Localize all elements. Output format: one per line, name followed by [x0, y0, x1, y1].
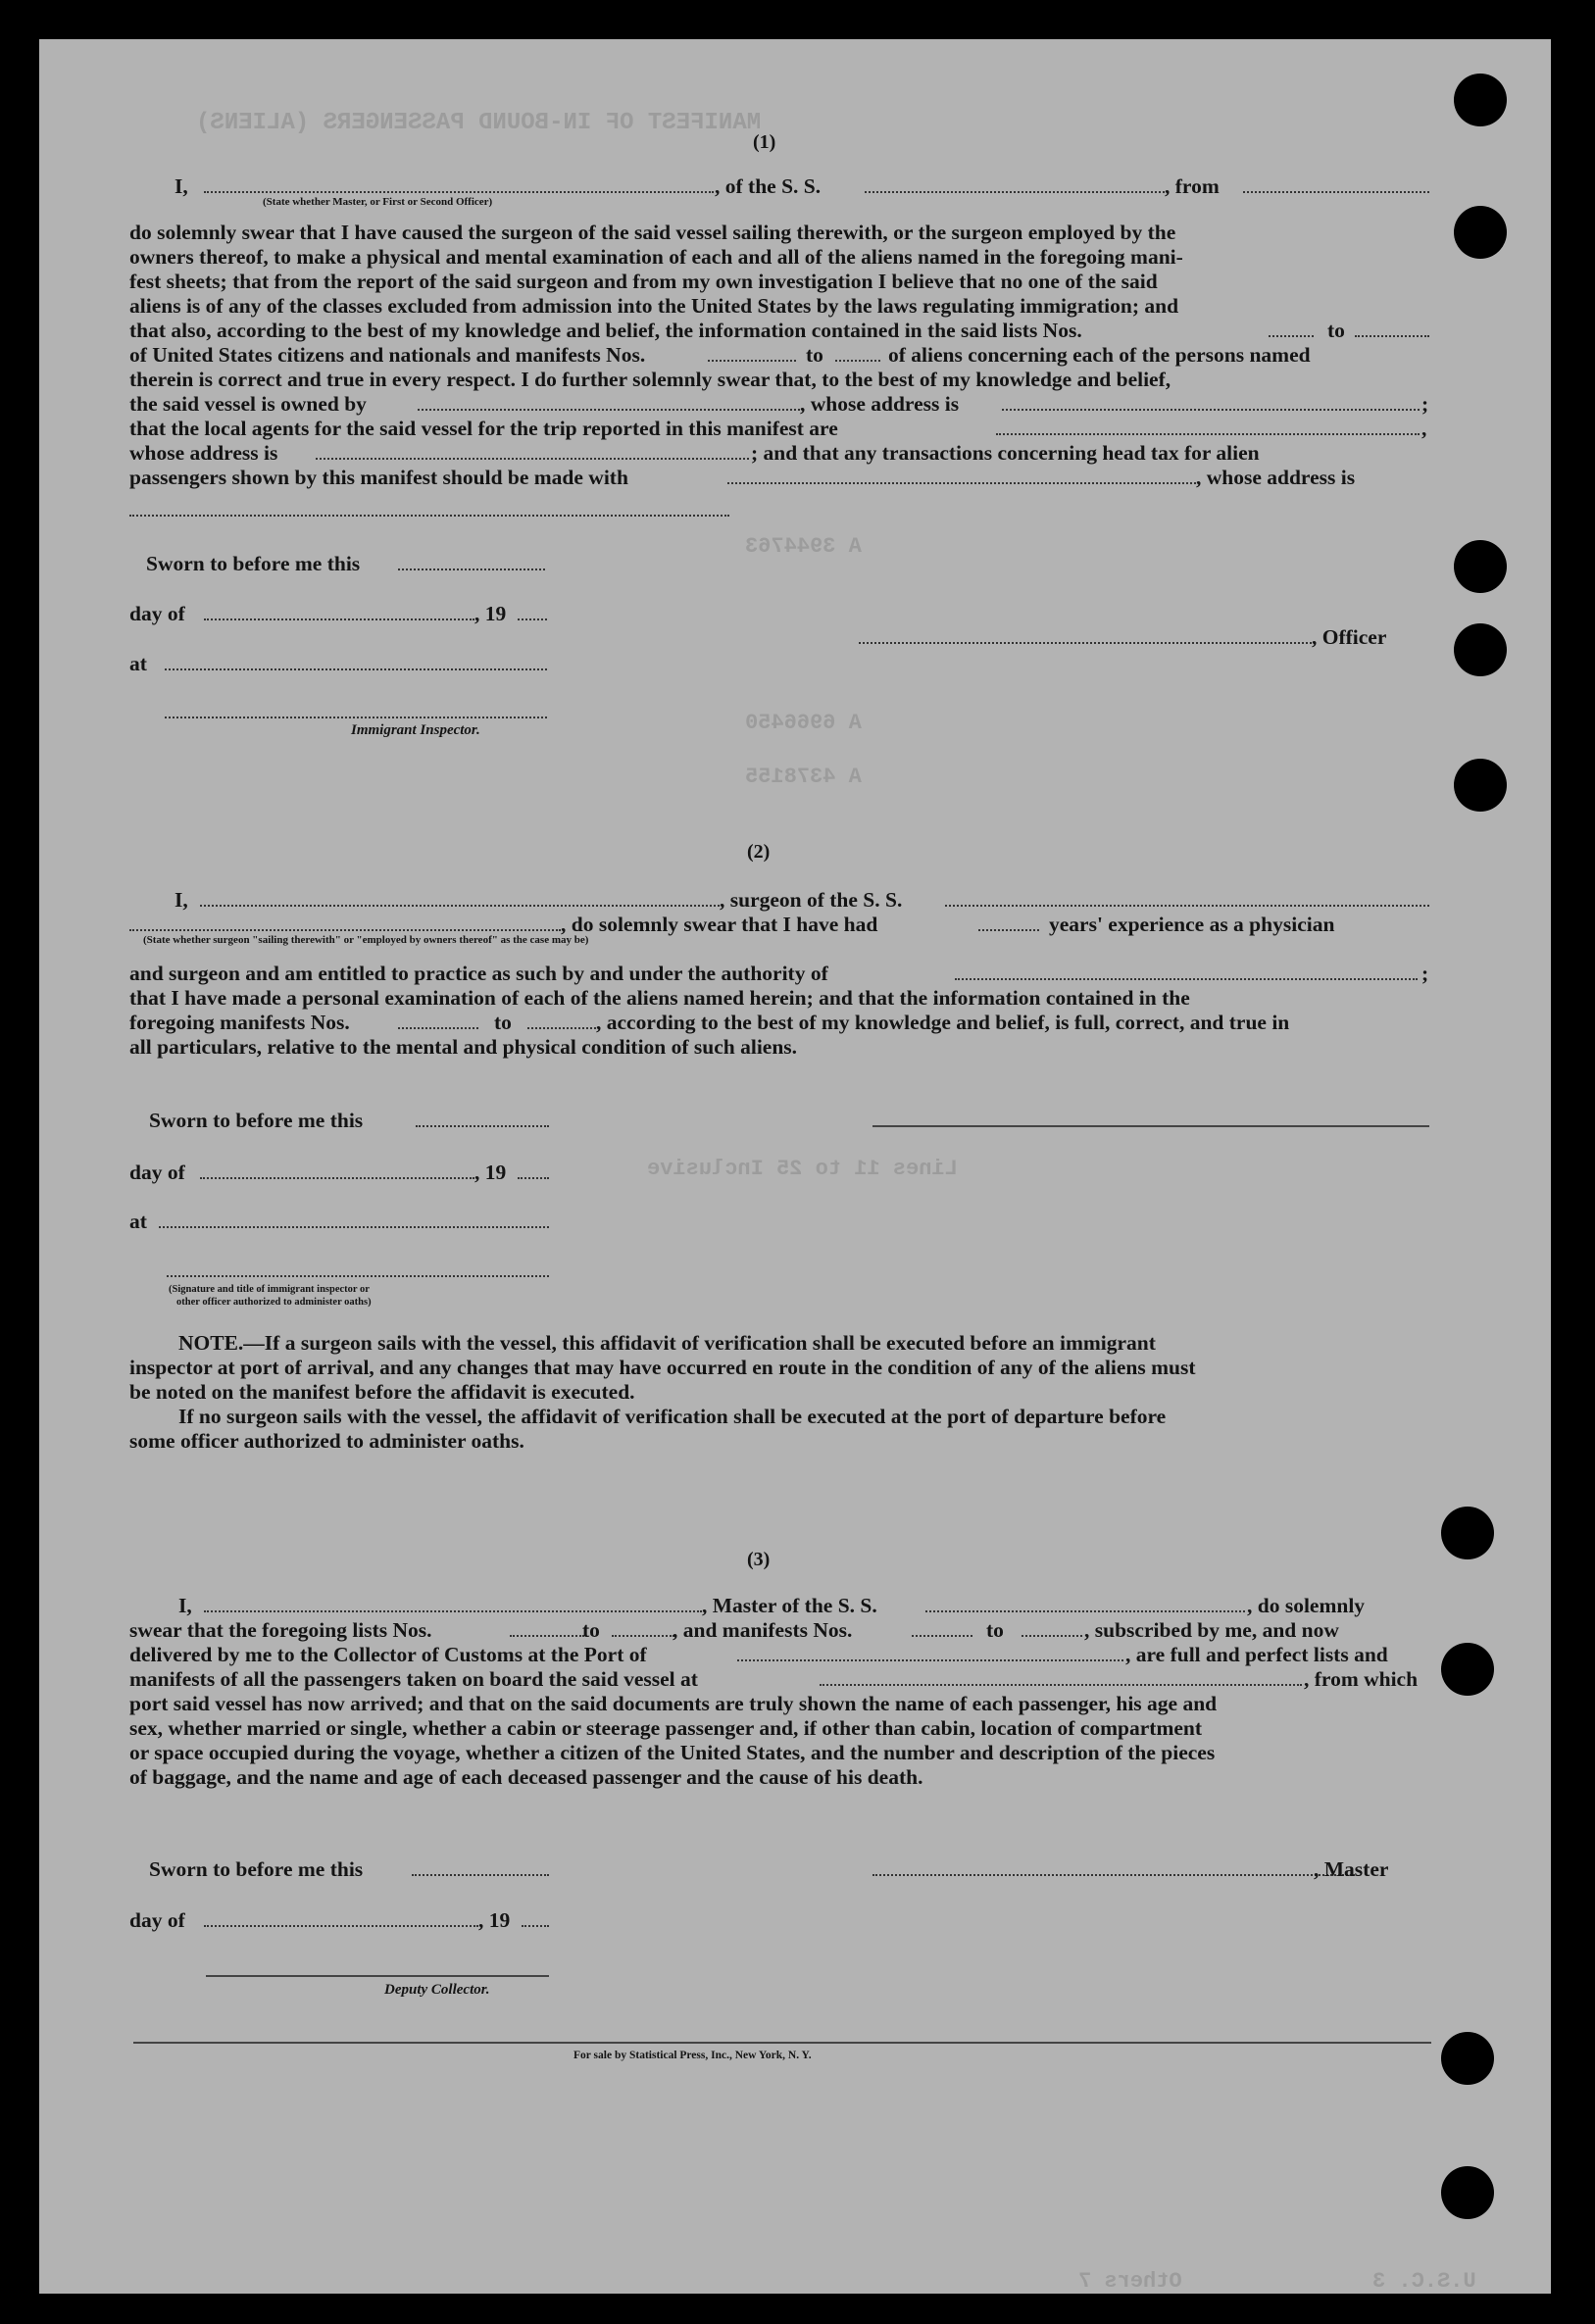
s1-body-line: the said vessel is owned by	[129, 392, 367, 416]
s2-note-line: some officer authorized to administer oaths.	[129, 1429, 524, 1453]
s2-at-label: at	[129, 1210, 147, 1233]
s1-head-tax-blank	[727, 482, 1196, 484]
s2-note-line: NOTE.—If a surgeon sails with the vessel, this affidavit of verification shall be executed before an immigrant	[178, 1331, 1156, 1355]
bleed-through-bottom-right: U.S.C. 3	[1372, 2269, 1476, 2294]
s2-note-line: If no surgeon sails with the vessel, the affidavit of verification shall be executed at the port of departure before	[178, 1405, 1167, 1428]
bleed-through-a-number: A 6966450	[745, 711, 862, 735]
s3-year-blank	[522, 1925, 549, 1927]
s1-manifests-to-blank	[835, 360, 880, 362]
s1-year-label: , 19	[474, 602, 507, 625]
s2-day-of-blank	[200, 1177, 474, 1179]
s1-officer-signature-line	[859, 642, 1312, 644]
s3-boarding-port-blank	[820, 1684, 1302, 1686]
s3-master-label: , Master	[1314, 1857, 1389, 1881]
s2-do-solemnly: , do solemnly swear that I have had	[561, 913, 878, 936]
s1-day-of-label: day of	[129, 602, 185, 625]
printer-imprint: For sale by Statistical Press, Inc., New York, N. Y.	[573, 2050, 812, 2061]
s1-body-line: passengers shown by this manifest should be made with	[129, 466, 628, 489]
punch-hole	[1441, 2166, 1494, 2219]
s2-signature-line	[872, 1125, 1429, 1127]
s1-from-port-blank	[1243, 191, 1429, 193]
s2-note-line: be noted on the manifest before the affidavit is executed.	[129, 1380, 635, 1404]
s3-from-which: , from which	[1304, 1667, 1419, 1691]
s1-whose-address: , whose address is	[1196, 466, 1356, 489]
s3-subscribed: , subscribed by me, and now	[1084, 1618, 1339, 1642]
s3-manifests-from-blank	[912, 1635, 972, 1637]
s1-owner-address-blank	[1002, 409, 1420, 411]
s3-collector-signature-line	[206, 1975, 549, 1977]
s1-body-line: of aliens concerning each of the persons named	[888, 343, 1311, 367]
s1-to: to	[1327, 319, 1345, 342]
s1-line-i: I,	[174, 174, 188, 198]
s3-body-line: sex, whether married or single, whether a cabin or steerage passenger and, if other than cabin, location of compartment	[129, 1716, 1203, 1740]
s2-day-of-label: day of	[129, 1161, 185, 1184]
s2-manifests-from-blank	[398, 1027, 478, 1029]
s2-year-label: , 19	[474, 1161, 507, 1184]
s1-body-line: therein is correct and true in every respect. I do further solemnly swear that, to the best of my knowledge and belief,	[129, 368, 1171, 391]
s2-semicolon: ;	[1421, 962, 1429, 985]
s1-agents-address-blank	[316, 458, 749, 460]
punch-hole	[1454, 74, 1507, 126]
s1-body-line: owners thereof, to make a physical and mental examination of each and all of the aliens named in the foregoing mani-	[129, 245, 1183, 269]
bleed-through-title: MANIFEST OF IN-BOUND PASSENGERS (ALIENS)	[196, 110, 762, 136]
s2-authority-blank	[955, 978, 1418, 980]
s3-manifests-nos: , and manifests Nos.	[673, 1618, 853, 1642]
s1-sworn-label: Sworn to before me this	[146, 552, 361, 575]
s1-from: , from	[1165, 174, 1220, 198]
s1-body-line: fest sheets; that from the report of the said surgeon and from my own investigation I believe that no one of the said	[129, 270, 1158, 293]
s1-at-blank	[165, 668, 547, 670]
s2-surgeon-type-blank	[129, 929, 561, 931]
s1-officer-rank-caption: (State whether Master, or First or Second Officer)	[263, 196, 493, 208]
s1-day-of-blank	[204, 618, 474, 620]
s3-master-of-ss: , Master of the S. S.	[702, 1594, 877, 1617]
s3-sworn-blank	[412, 1874, 549, 1876]
bleed-through-a-number: A 3944763	[745, 534, 862, 559]
punch-hole	[1454, 540, 1507, 593]
s2-to: to	[494, 1011, 512, 1034]
s1-inspector-signature-line	[165, 717, 547, 718]
bleed-through-lines-note: Lines 11 to 25 Inclusive	[647, 1157, 958, 1181]
s3-master-name-blank	[204, 1610, 702, 1612]
section-3-number: (3)	[747, 1549, 771, 1570]
s2-sworn-label: Sworn to before me this	[149, 1109, 364, 1132]
bleed-through-bottom-center: Others 7	[1078, 2269, 1182, 2294]
s2-body-line: and surgeon and am entitled to practice as such by and under the authority of	[129, 962, 828, 985]
s1-sworn-blank	[398, 569, 545, 570]
s2-years-blank	[978, 929, 1039, 931]
s3-body-line: port said vessel has now arrived; and that on the said documents are truly shown the name of each passenger, his age and	[129, 1692, 1218, 1715]
section-2-number: (2)	[747, 841, 771, 863]
s1-year-blank	[518, 618, 547, 620]
s2-at-blank	[159, 1226, 549, 1228]
s2-manifests-to-blank	[527, 1027, 596, 1029]
footer-divider	[133, 2042, 1431, 2044]
s1-agents-blank	[996, 433, 1420, 435]
s1-officer-label: , Officer	[1312, 625, 1387, 649]
s1-manifests-from-blank	[708, 360, 796, 362]
s2-signature-caption: (Signature and title of immigrant inspector or	[169, 1284, 370, 1295]
s2-body-line: foregoing manifests Nos.	[129, 1011, 350, 1034]
s3-master-signature-line	[872, 1874, 1355, 1876]
s3-body-line: , are full and perfect lists and	[1125, 1643, 1388, 1666]
s1-comma: ,	[1421, 417, 1427, 440]
s1-officer-rank-blank	[204, 191, 714, 193]
s3-body-line: swear that the foregoing lists Nos.	[129, 1618, 432, 1642]
s1-body-line: whose address is	[129, 441, 278, 465]
s1-lists-to-blank	[1355, 335, 1429, 337]
s2-inspector-signature-line	[167, 1275, 549, 1277]
manifest-back-page	[39, 39, 1551, 2294]
s1-to: to	[806, 343, 823, 367]
punch-hole	[1454, 623, 1507, 676]
bleed-through-a-number: A 4378155	[745, 765, 862, 789]
s1-body-line: aliens is of any of the classes excluded from admission into the United States by the laws regulating immigration; and	[129, 294, 1179, 318]
s3-manifests-to-blank	[1022, 1635, 1082, 1637]
s3-year-label: , 19	[478, 1908, 511, 1932]
section-1-number: (1)	[753, 131, 776, 153]
s1-at-label: at	[129, 652, 147, 675]
s2-signature-caption: other officer authorized to administer oaths)	[176, 1297, 372, 1308]
s1-body-line: that also, according to the best of my knowledge and belief, the information contained in the said lists Nos.	[129, 319, 1082, 342]
s3-day-of-blank	[204, 1925, 478, 1927]
s3-day-of-label: day of	[129, 1908, 185, 1932]
s2-body-line: , according to the best of my knowledge and belief, is full, correct, and true in	[596, 1011, 1290, 1034]
s2-note-line: inspector at port of arrival, and any changes that may have occurred en route in the condition of any of the aliens must	[129, 1356, 1196, 1379]
s2-line-i: I,	[174, 888, 188, 912]
s1-body-line: of United States citizens and nationals and manifests Nos.	[129, 343, 646, 367]
s3-lists-from-blank	[510, 1635, 584, 1637]
s2-surgeon-name-blank	[200, 905, 720, 907]
s3-collector-caption: Deputy Collector.	[384, 1982, 490, 1998]
s3-do-solemnly: , do solemnly	[1247, 1594, 1366, 1617]
s3-to: to	[986, 1618, 1004, 1642]
s1-body-line: do solemnly swear that I have caused the surgeon of the said vessel sailing therewith, or the surgeon employed by the	[129, 221, 1176, 244]
punch-hole	[1454, 206, 1507, 259]
s1-of-ss: , of the S. S.	[715, 174, 822, 198]
s1-inspector-caption: Immigrant Inspector.	[351, 722, 480, 738]
s2-year-blank	[518, 1177, 549, 1179]
s3-body-line: delivered by me to the Collector of Customs at the Port of	[129, 1643, 647, 1666]
s3-to: to	[582, 1618, 600, 1642]
s1-owner-blank	[418, 409, 800, 411]
s3-lists-to-blank	[612, 1635, 674, 1637]
s1-lists-from-blank	[1269, 335, 1314, 337]
s2-surgeon-of-ss: , surgeon of the S. S.	[720, 888, 903, 912]
s3-ship-name-blank	[925, 1610, 1245, 1612]
s3-body-line: manifests of all the passengers taken on board the said vessel at	[129, 1667, 698, 1691]
s3-body-line: or space occupied during the voyage, whether a citizen of the United States, and the number and description of the pieces	[129, 1741, 1216, 1764]
punch-hole	[1441, 2032, 1494, 2085]
s1-body-line: ; and that any transactions concerning head tax for alien	[751, 441, 1260, 465]
s2-body-line: all particulars, relative to the mental and physical condition of such aliens.	[129, 1035, 798, 1059]
s1-head-tax-address-blank	[129, 515, 729, 517]
s3-sworn-label: Sworn to before me this	[149, 1857, 364, 1881]
punch-hole	[1441, 1643, 1494, 1696]
s3-port-blank	[737, 1659, 1123, 1661]
s2-surgeon-type-caption: (State whether surgeon "sailing therewith" or "employed by owners thereof" as the case may be)	[143, 934, 589, 946]
s1-body-line: that the local agents for the said vessel for the trip reported in this manifest are	[129, 417, 838, 440]
s2-body-line: that I have made a personal examination of each of the aliens named herein; and that the information contained in the	[129, 986, 1190, 1010]
s2-years-experience: years' experience as a physician	[1049, 913, 1335, 936]
punch-hole	[1441, 1507, 1494, 1559]
s2-ship-name-blank	[945, 905, 1429, 907]
s1-whose-address: , whose address is	[800, 392, 960, 416]
s2-sworn-blank	[416, 1125, 549, 1127]
punch-hole	[1454, 759, 1507, 812]
s3-body-line: of baggage, and the name and age of each deceased passenger and the cause of his death.	[129, 1765, 923, 1789]
s1-ship-name-blank	[865, 191, 1165, 193]
s3-line-i: I,	[178, 1594, 192, 1617]
s1-semicolon: ;	[1421, 392, 1429, 416]
